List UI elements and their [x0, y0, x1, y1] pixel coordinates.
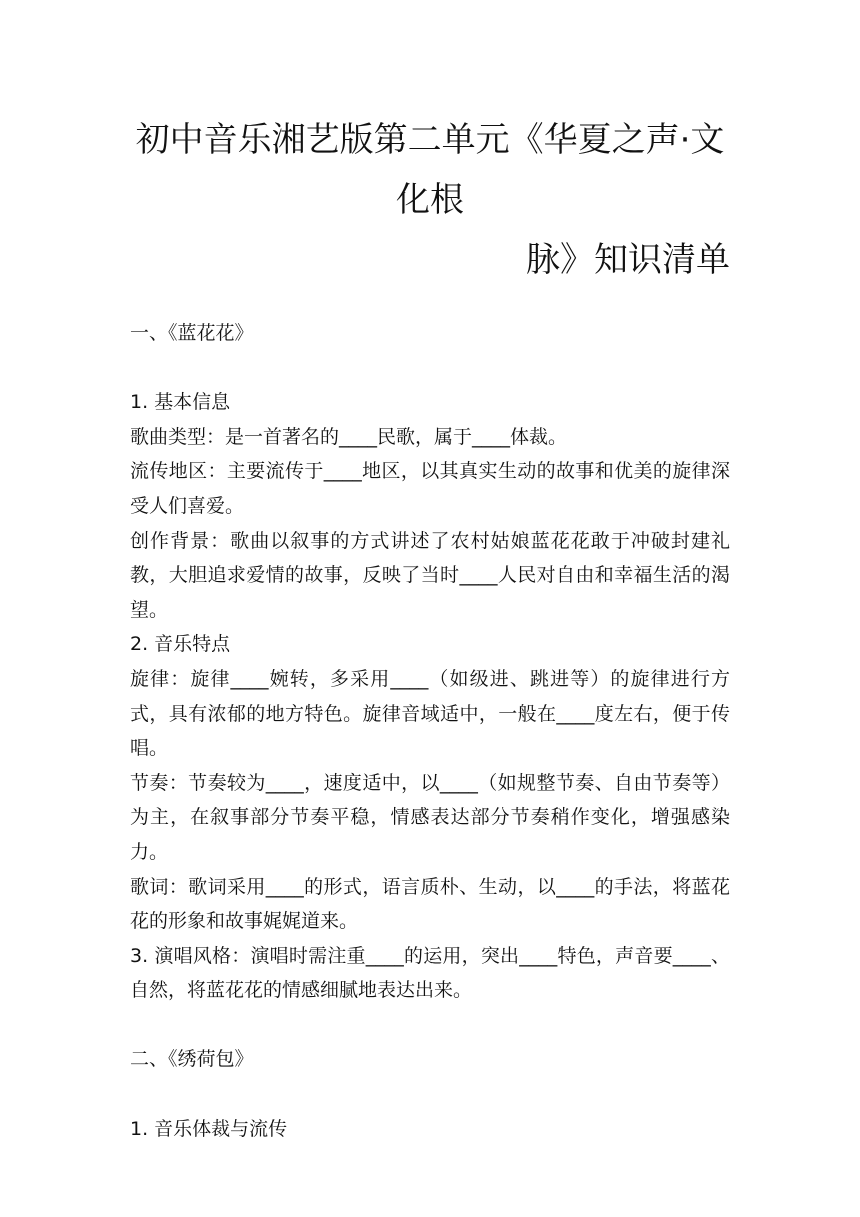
title-line-1: 初中音乐湘艺版第二单元《华夏之声·文化根 — [135, 120, 725, 220]
subheading-basic-info: 1. 基本信息 — [130, 391, 231, 414]
blank-line — [130, 351, 730, 386]
section-heading-lanhuahua: 一、《蓝花花》 — [130, 322, 254, 344]
section-heading-xiuhebao: 二、《绣荷包》 — [130, 1048, 254, 1071]
document-body — [130, 316, 730, 1146]
blank-line — [130, 1008, 730, 1043]
title-line-2: 脉》知识清单 — [526, 240, 730, 280]
document-title — [130, 110, 730, 290]
paragraph-background: 创作背景：歌曲以叙事的方式讲述了农村姑娘蓝花花敢于冲破封建礼教，大胆追求爱情的故事，反映了当时____人民对自由和幸福生活的渴望。 — [130, 529, 730, 621]
paragraph-melody: 旋律：旋律____婉转，多采用____（如级进、跳进等）的旋律进行方式，具有浓郁的地方特色。旋律音域适中，一般在____度左右，便于传唱。 — [130, 667, 730, 760]
subheading-music-features: 2. 音乐特点 — [130, 633, 231, 656]
paragraph-region: 流传地区：主要流传于____地区，以其真实生动的故事和优美的旋律深受人们喜爱。 — [130, 460, 730, 517]
paragraph-rhythm: 节奏：节奏较为____，速度适中，以____（如规整节奏、自由节奏等）为主，在叙事部分节奏平稳，情感表达部分节奏稍作变化，增强感染力。 — [130, 771, 730, 863]
subheading-genre-spread: 1. 音乐体裁与流传 — [130, 1117, 288, 1140]
blank-line — [130, 1077, 730, 1112]
paragraph-song-type: 歌曲类型：是一首著名的____民歌，属于____体裁。 — [130, 425, 568, 448]
paragraph-singing-style: 3. 演唱风格：演唱时需注重____的运用，突出____特色，声音要____、自然，将蓝花花的情感细腻地表达出来。 — [130, 944, 730, 1002]
paragraph-lyrics: 歌词：歌词采用____的形式，语言质朴、生动，以____的手法，将蓝花花的形象和故事娓娓道来。 — [130, 875, 730, 933]
